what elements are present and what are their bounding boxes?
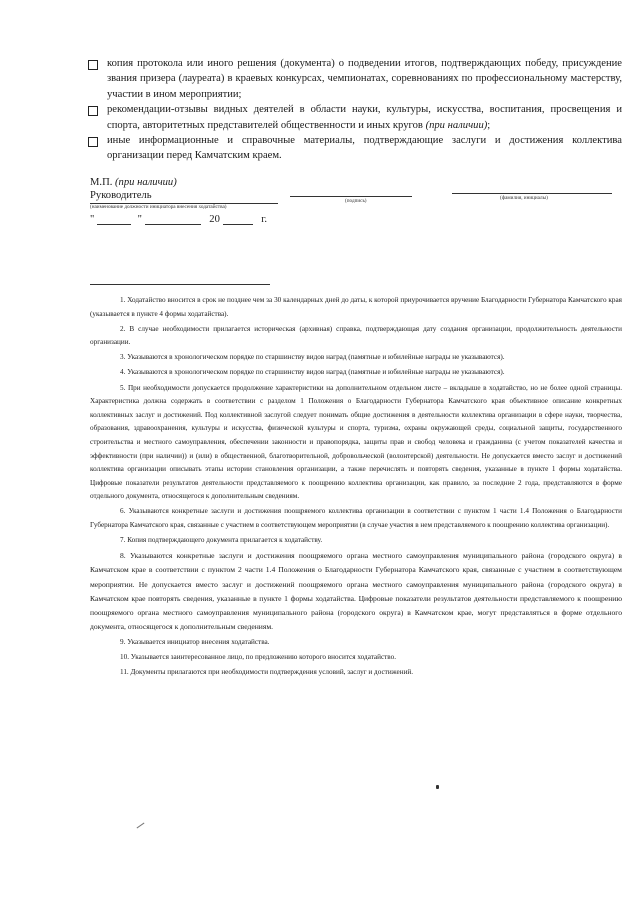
footnote: 4. Указываются в хронологическом порядке по старшинству видов наград (памятные и юбилейные награды не указываются).: [120, 368, 505, 377]
footnote-separator: [90, 284, 270, 285]
date-row: " " 20 г.: [90, 214, 267, 225]
checklist-item-text: иные информационные и справочные материалы, подтверждающие заслуги и достижения коллектива организации перед Камчатским краем.: [107, 135, 622, 162]
stamp-note: (при наличии): [115, 177, 177, 188]
checklist-item: [88, 133, 622, 164]
day-blank: [97, 214, 131, 225]
footnote: 6. Указываются конкретные заслуги и достижения поощряемого коллектива организации в соответствии с пунктом 1 части 1.4 Положения о Благодарности Губернатора Камчатского края, связанные с участием в соответствующем мероприятии (в случае участия в нем представляемого к поощрению коллектива организации).: [90, 507, 622, 529]
signature-block: [90, 176, 620, 225]
position-caption: (наименование должности инициатора внесения ходатайства): [90, 204, 227, 210]
checklist-item-note: (при наличии): [425, 119, 488, 131]
year-blank: [223, 214, 253, 225]
signature-caption: (подпись): [345, 198, 367, 204]
footnote: 9. Указывается инициатор внесения ходатайства.: [120, 637, 270, 646]
signature-line: [290, 196, 412, 197]
footnote: 3. Указываются в хронологическом порядке по старшинству видов наград (памятные и юбилейные награды не указываются).: [120, 353, 505, 362]
attachments-checklist: [88, 56, 622, 164]
footnote: 5. При необходимости допускается продолжение характеристики на дополнительном отдельном листе – вкладыше в ходатайство, но не более одной страницы. Характеристика должна содержать в соответствии с разделом 1 Положения о Благодарности Губернатора Камчатского края объективное описание конкретных коллективных заслуг и достижений. Под коллективной заслугой следует понимать общие достижения в деятельности коллектива организации в сфере науки, творчества, образования, здравоохранения, культуры и искусства, физической культуры и спорта, туризма, охраны окружающей среды, социальной защиты, государственного строительства и местного самоуправления, обеспечении законности и правопорядка, защиты прав и свобод человека и гражданина (с учетом показателей качества и эффективности (при наличии)) и (или) в общественной, благотворительной, добровольческой (волонтерской) деятельности. Не допускается вместо заслуг и достижений коллектива организации описывать этапы истории становления организации, а также перечислять и повторять сведения, указанные в пункте 1 формы ходатайства. Цифровые показатели результатов деятельности представляемого к поощрению коллектива организации, как правило, за последние 2 года, представляются в форме отдельного документа, относящегося к дополнительным сведениям.: [90, 383, 622, 501]
scan-mark: [436, 785, 439, 789]
footnote: 8. Указываются конкретные заслуги и достижения поощряемого органа местного самоуправления муниципального района (городского округа) в Камчатском крае в соответствии с пунктом 2 части 1.4 Положения о Благодарности Губернатора Камчатского края, связанные с участием в соответствующем мероприятии. Не допускается вместо заслуг и достижений поощряемого органа местного самоуправления муниципального района (городского округа) в Камчатском крае повторять сведения, указанные в пункте 1 формы ходатайства. Цифровые показатели результатов деятельности представляемого к поощрению поощряемого органа местного самоуправления муниципального района (городского округа) в Камчатском крае, могут представляться в форме отдельного документа, относящегося к дополнительным сведениям.: [90, 551, 622, 632]
checklist-item: [88, 102, 622, 133]
footnote: 1. Ходатайство вносится в срок не позднее чем за 30 календарных дней до даты, к которой приурочивается вручение Благодарности Губернатора Камчатского края (указывается в пункте 4 формы ходатайства).: [90, 296, 622, 318]
scan-mark: [137, 823, 145, 829]
checklist-item-text: копия протокола или иного решения (документа) о подведении итогов, подтверждающих победу, присуждение звания призера (лауреата) в краевых конкурсах, чемпионатах, соревнованиях по профессиональному мастерству, участии в ином мероприятии;: [107, 58, 622, 100]
checkbox[interactable]: [88, 137, 98, 147]
stamp-label: М.П. (при наличии): [90, 177, 177, 188]
footnote: 7. Копия подтверждающего документа прилагается к ходатайству.: [120, 536, 323, 545]
footnote: 2. В случае необходимости прилагается историческая (архивная) справка, подтверждающая дату создания организации, продолжительность деятельности организации.: [90, 324, 622, 347]
checkbox[interactable]: [88, 60, 98, 70]
name-line: [452, 193, 612, 194]
footnote: 10. Указывается заинтересованное лицо, по предложению которого вносится ходатайство.: [120, 653, 397, 661]
footnote: 11. Документы прилагаются при необходимости подтверждения условий, заслуг и достижений.: [120, 668, 414, 677]
footnotes: [90, 294, 622, 681]
head-label: Руководитель: [90, 190, 152, 201]
checklist-item-text: рекомендации-отзывы видных деятелей в области науки, культуры, искусства, воспитания, просвещения и спорта, авторитетных представителей общественности и иных кругов (при наличии);: [107, 104, 622, 131]
month-blank: [145, 214, 201, 225]
checklist-item: [88, 56, 622, 102]
checkbox[interactable]: [88, 106, 98, 116]
name-caption: (фамилия, инициалы): [500, 195, 548, 201]
